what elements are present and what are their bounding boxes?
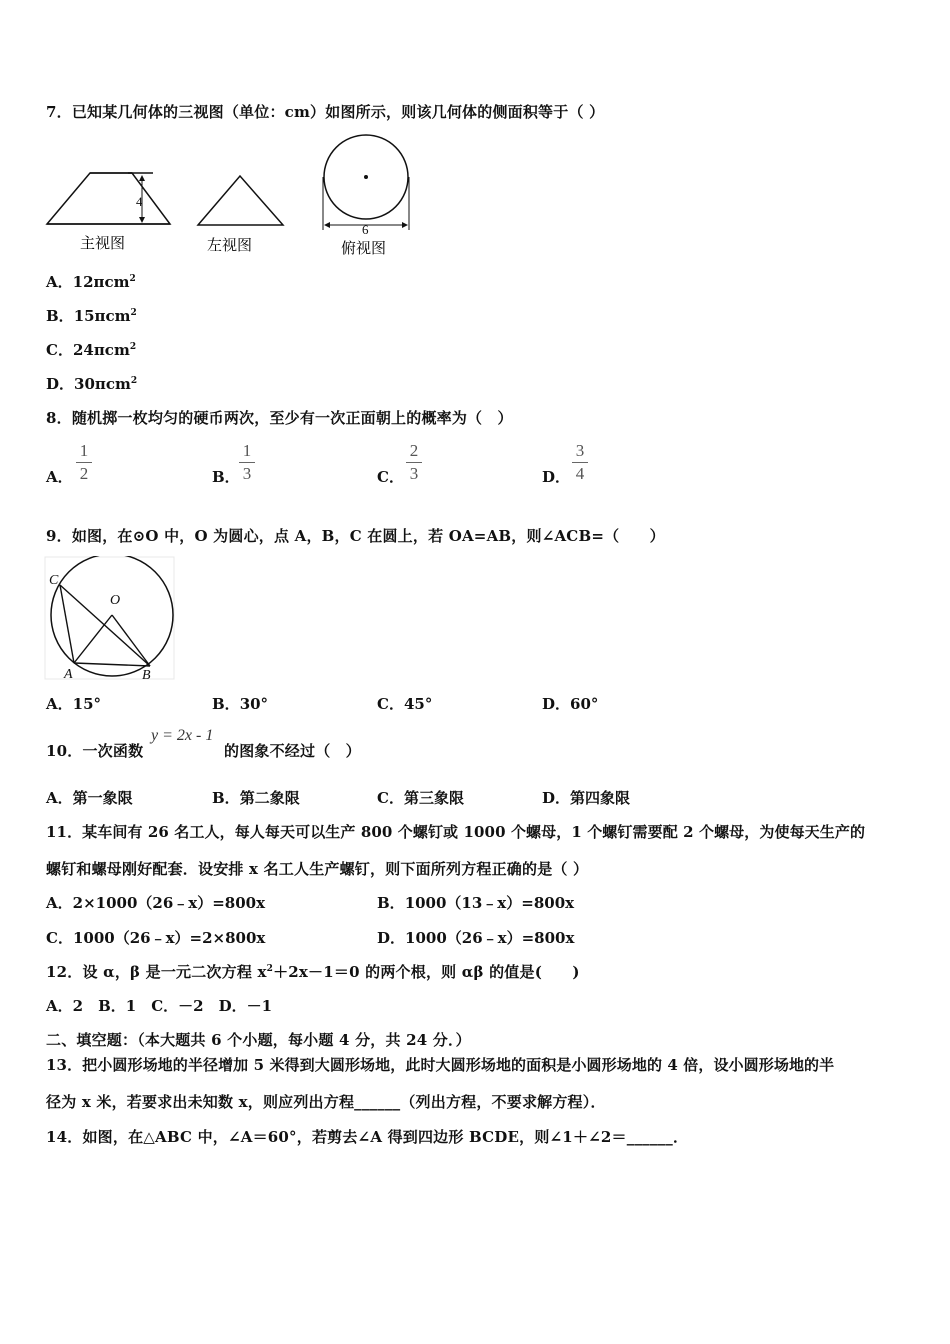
q11-stem-line2: 螺钉和螺母刚好配套．设安排 x 名工人生产螺钉，则下面所列方程正确的是（ ） xyxy=(46,860,589,878)
q9-option-b[interactable]: B．30° xyxy=(212,695,269,713)
q8-option-b-letter[interactable]: B． xyxy=(212,468,240,486)
side-view-label: 左视图 xyxy=(207,236,253,254)
q14-stem: 14．如图，在△ABC 中，∠A＝60°，若剪去∠A 得到四边形 BCDE，则∠1＋∠2＝______． xyxy=(46,1128,689,1146)
q10-option-a[interactable]: A．第一象限 xyxy=(46,789,133,807)
q10-option-c[interactable]: C．第三象限 xyxy=(377,789,464,807)
top-view-label: 俯视图 xyxy=(341,239,387,257)
q10-option-b[interactable]: B．第二象限 xyxy=(212,789,300,807)
q10-option-d[interactable]: D．第四象限 xyxy=(542,789,631,807)
point-o-label: O xyxy=(110,593,121,608)
q7-stem: 7．已知某几何体的三视图（单位：cm）如图所示，则该几何体的侧面积等于（ ） xyxy=(46,103,605,121)
q13-stem-line1: 13．把小圆形场地的半径增加 5 米得到大圆形场地，此时大圆形场地的面积是小圆形场地的 4 倍，设小圆形场地的半 xyxy=(46,1056,835,1074)
q7-option-a[interactable]: A．12πcm$^2$ xyxy=(46,273,136,291)
q7-three-views-figure xyxy=(40,128,430,263)
q11-option-a[interactable]: A．2×1000（26﹣x）=800x xyxy=(46,894,266,912)
q8-stem: 8．随机掷一枚均匀的硬币两次，至少有一次正面朝上的概率为（ ） xyxy=(46,409,513,427)
q8-option-d-letter[interactable]: D． xyxy=(542,468,571,486)
width-label: 6 xyxy=(362,222,369,237)
q9-option-a[interactable]: A．15° xyxy=(46,695,102,713)
q10-suffix: 的图象不经过（ ） xyxy=(224,742,361,760)
q10-formula: y = 2x - 1 xyxy=(151,727,214,744)
q12-options[interactable]: A．2 B．1 C．－2 D．－1 xyxy=(46,997,273,1015)
point-a-label: A xyxy=(64,667,73,682)
q8-option-b-fraction: 1 3 xyxy=(237,441,257,484)
q7-option-d[interactable]: D．30πcm$^2$ xyxy=(46,375,138,393)
q12-stem: 12．设 α，β 是一元二次方程 $x^2+2x-1=0$ 的两个根，则 αβ 的值是( ) xyxy=(46,963,580,981)
top-view xyxy=(323,135,409,230)
q8-option-d-fraction: 3 4 xyxy=(570,441,590,484)
point-c-label: C xyxy=(49,573,59,588)
q11-option-d[interactable]: D．1000（26﹣x）=800x xyxy=(377,929,575,947)
q10-prefix: 10．一次函数 xyxy=(46,742,144,760)
q8-option-a-letter[interactable]: A． xyxy=(46,468,73,486)
q11-option-c[interactable]: C．1000（26﹣x）=2×800x xyxy=(46,929,266,947)
q8-option-c-fraction: 2 3 xyxy=(404,441,424,484)
front-view xyxy=(47,173,170,224)
front-view-label: 主视图 xyxy=(80,234,126,252)
q8-option-c-letter[interactable]: C． xyxy=(377,468,404,486)
q7-option-c[interactable]: C．24πcm$^2$ xyxy=(46,341,137,359)
q8-option-a-fraction: 1 2 xyxy=(74,441,94,484)
q7-option-b[interactable]: B．15πcm$^2$ xyxy=(46,307,137,325)
height-label: 4 xyxy=(136,194,143,209)
q9-circle-figure xyxy=(44,556,176,682)
q9-stem: 9．如图，在⊙O 中，O 为圆心，点 A，B，C 在圆上，若 OA=AB，则∠ACB=（ ） xyxy=(46,527,665,545)
side-view xyxy=(198,176,283,225)
q9-option-c[interactable]: C．45° xyxy=(377,695,433,713)
q9-option-d[interactable]: D．60° xyxy=(542,695,599,713)
q11-option-b[interactable]: B．1000（13﹣x）=800x xyxy=(377,894,575,912)
q13-stem-line2: 径为 x 米，若要求出未知数 x，则应列出方程______（列出方程，不要求解方程）． xyxy=(46,1093,606,1111)
point-b-label: B xyxy=(142,668,151,682)
q11-stem-line1: 11．某车间有 26 名工人，每人每天可以生产 800 个螺钉或 1000 个螺母，1 个螺钉需要配 2 个螺母，为使每天生产的 xyxy=(46,823,866,841)
section-2-heading: 二、填空题：（本大题共 6 个小题，每小题 4 分，共 24 分．） xyxy=(46,1031,471,1049)
